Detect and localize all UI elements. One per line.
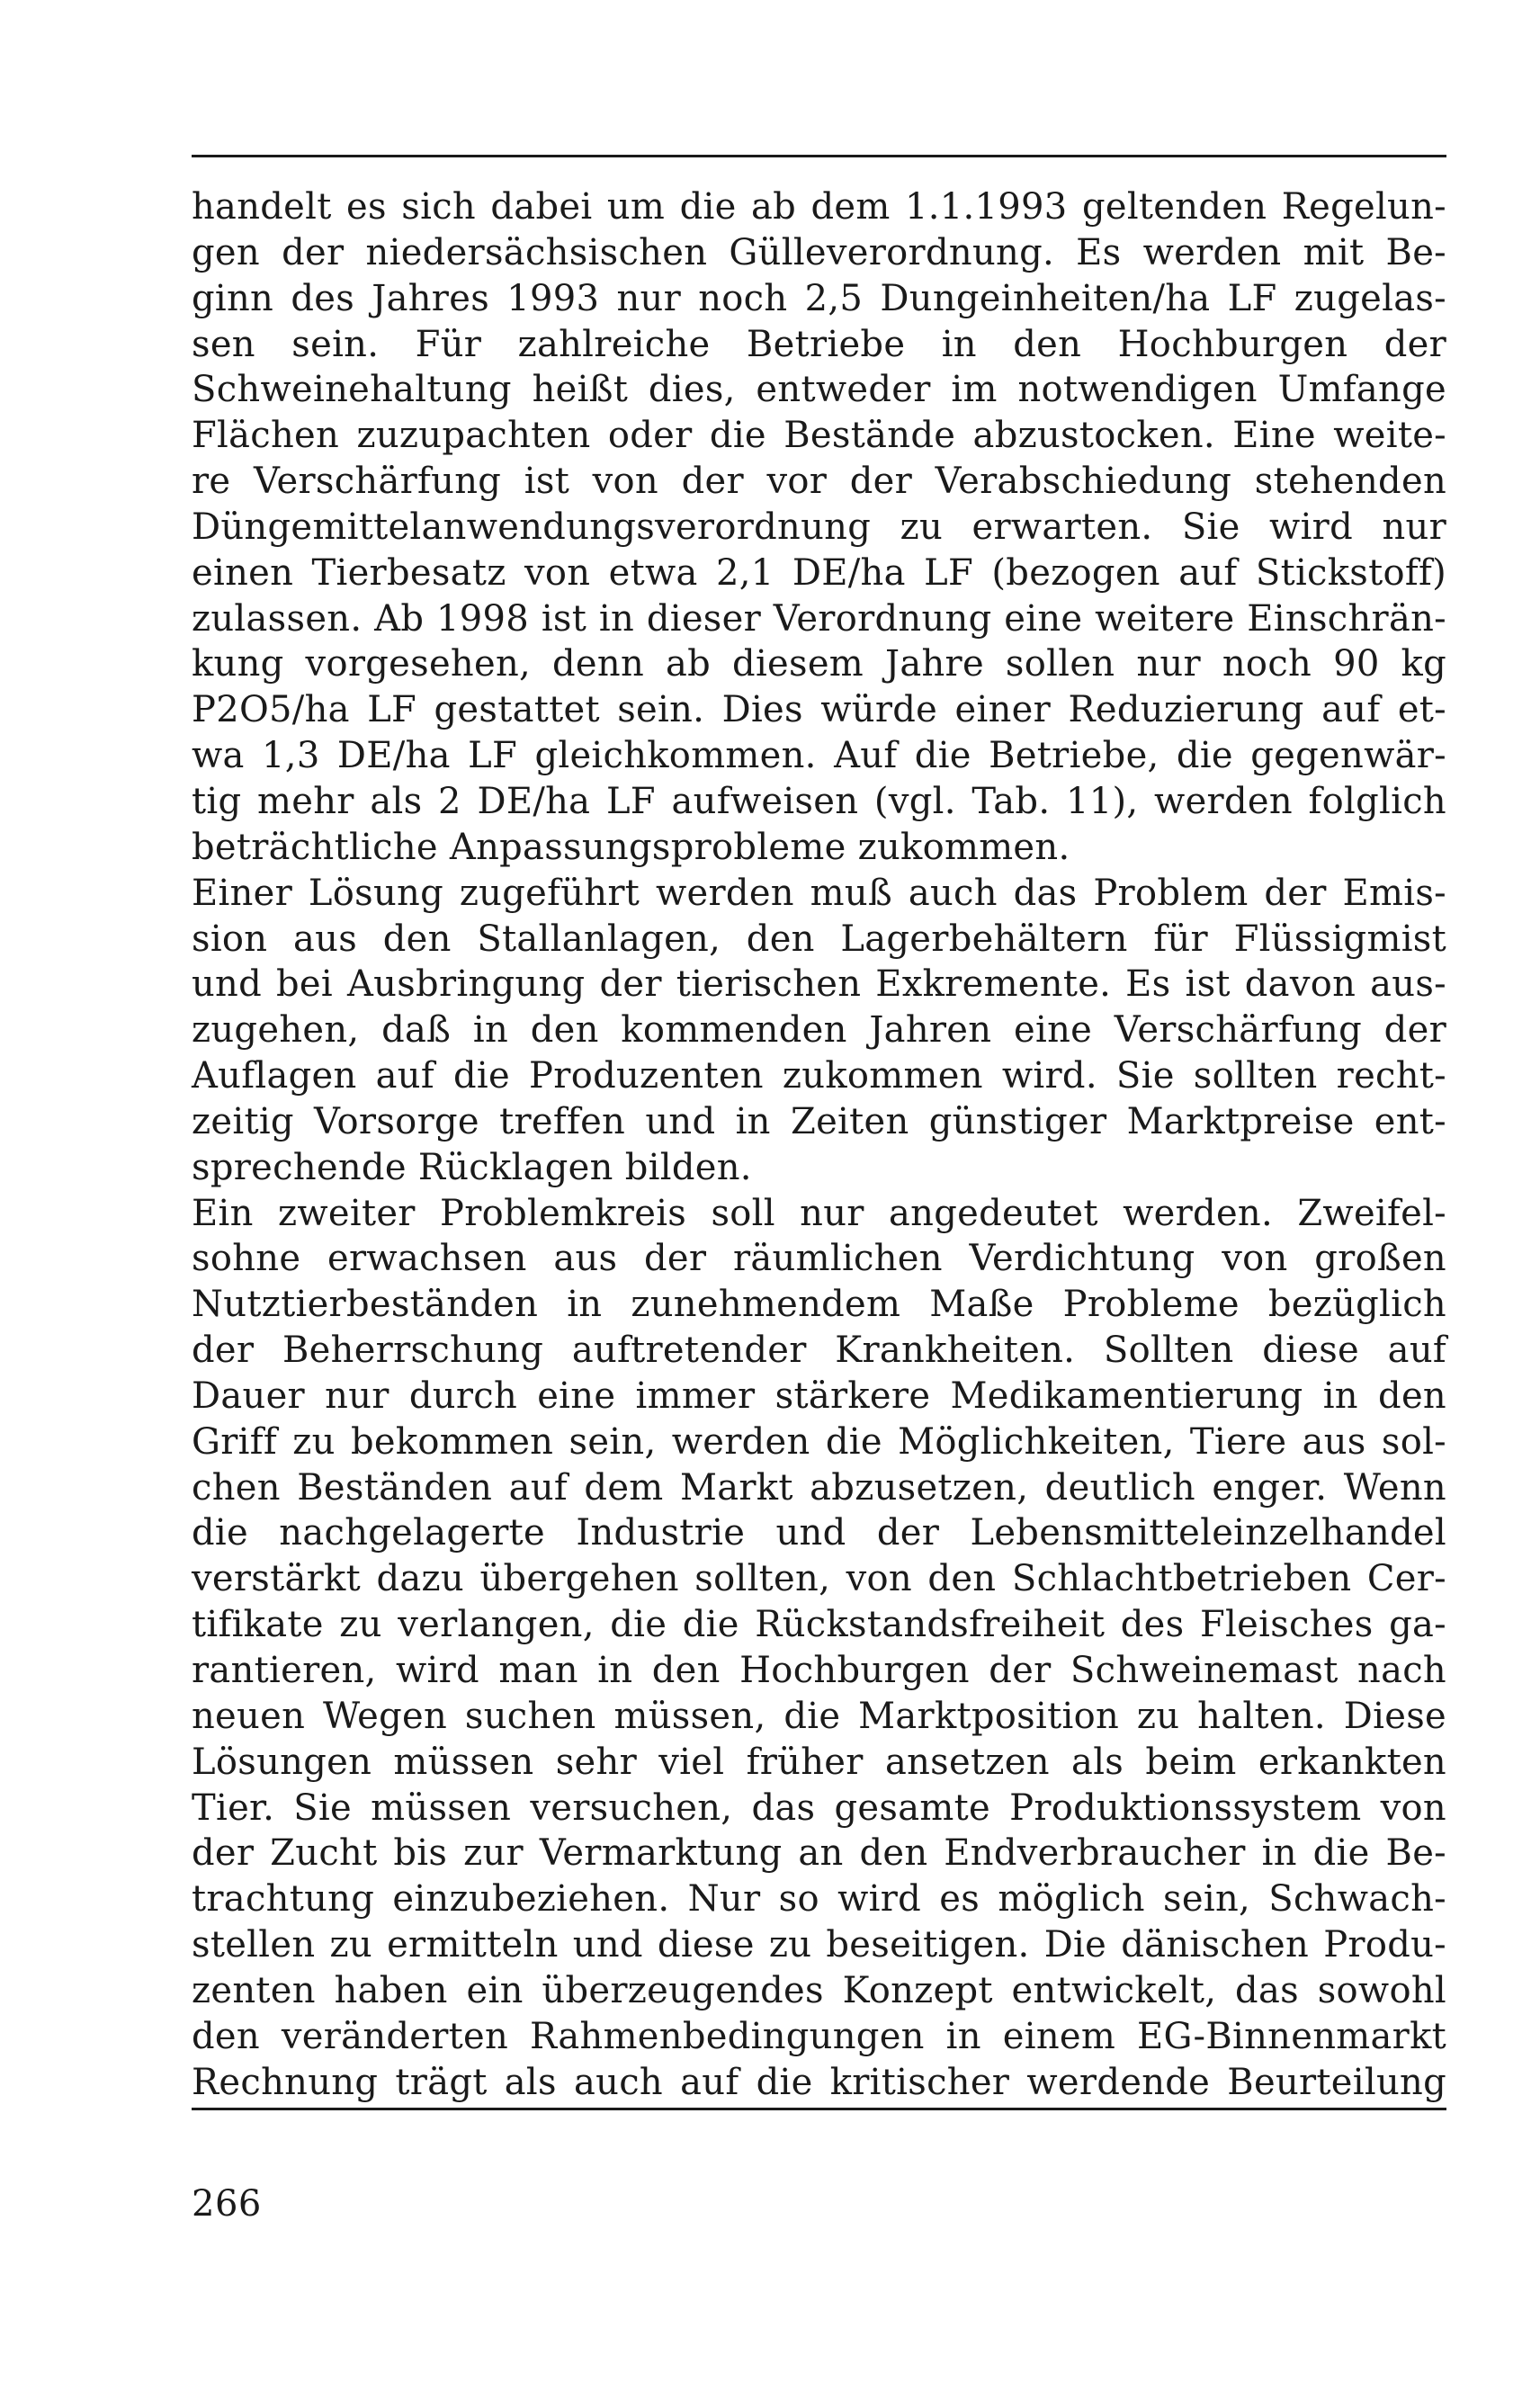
text-line: stellen zu ermitteln und diese zu beseitigen. Die dänischen Produ-	[192, 1924, 1446, 1966]
text-line: Auflagen auf die Produzenten zukommen wird. Sie sollten recht-	[192, 1055, 1446, 1097]
text-line: zulassen. Ab 1998 ist in dieser Verordnung eine weitere Einschrän-	[192, 597, 1446, 640]
text-line: Einer Lösung zugeführt werden muß auch das Problem der Emis-	[192, 872, 1446, 914]
top-rule	[192, 155, 1446, 157]
text-line: Griff zu bekommen sein, werden die Möglichkeiten, Tiere aus sol-	[192, 1420, 1446, 1463]
text-line: Ein zweiter Problemkreis soll nur angedeutet werden. Zweifel-	[192, 1192, 1446, 1234]
text-line: und bei Ausbringung der tierischen Exkremente. Es ist davon aus-	[192, 963, 1446, 1006]
text-line: zugehen, daß in den kommenden Jahren eine Verschärfung der	[192, 1009, 1446, 1052]
body-text	[192, 184, 1446, 2105]
text-line: der Beherrschung auftretender Krankheiten. Sollten diese auf	[192, 1330, 1446, 1372]
text-line: zenten haben ein überzeugendes Konzept entwickelt, das sowohl	[192, 1969, 1446, 2011]
text-line: tifikate zu verlangen, die die Rückstandsfreiheit des Fleisches ga-	[192, 1604, 1446, 1646]
text-line: trachtung einzubeziehen. Nur so wird es möglich sein, Schwach-	[192, 1878, 1446, 1921]
text-line: einen Tierbesatz von etwa 2,1 DE/ha LF (bezogen auf Stickstoff)	[192, 551, 1446, 594]
page-number: 266	[192, 2183, 262, 2225]
text-line: Tier. Sie müssen versuchen, das gesamte Produktionssystem von	[192, 1786, 1446, 1829]
text-line: neuen Wegen suchen müssen, die Marktposition zu halten. Diese	[192, 1695, 1446, 1737]
text-line: Nutztierbeständen in zunehmendem Maße Probleme bezüglich	[192, 1284, 1446, 1326]
text-line: sen sein. Für zahlreiche Betriebe in den Hochburgen der	[192, 323, 1446, 365]
text-line: tig mehr als 2 DE/ha LF aufweisen (vgl. Tab. 11), werden folglich	[192, 780, 1446, 822]
text-line: sion aus den Stallanlagen, den Lagerbehältern für Flüssigmist	[192, 918, 1446, 960]
paragraph-end-line: beträchtliche Anpassungsprobleme zukommen.	[192, 826, 1070, 868]
text-line: wa 1,3 DE/ha LF gleichkommen. Auf die Betriebe, die gegenwär-	[192, 735, 1446, 777]
text-line: chen Beständen auf dem Markt abzusetzen, deutlich enger. Wenn	[192, 1466, 1446, 1509]
text-line: kung vorgesehen, denn ab diesem Jahre sollen nur noch 90 kg	[192, 643, 1446, 685]
text-line: Dauer nur durch eine immer stärkere Medikamentierung in den	[192, 1375, 1446, 1417]
text-line: re Verschärfung ist von der vor der Verabschiedung stehenden	[192, 461, 1446, 503]
text-line: Lösungen müssen sehr viel früher ansetzen als beim erkankten	[192, 1741, 1446, 1783]
text-line: sohne erwachsen aus der räumlichen Verdichtung von großen	[192, 1238, 1446, 1280]
text-line: Rechnung trägt als auch auf die kritischer werdende Beurteilung	[192, 2061, 1446, 2103]
text-line: der Zucht bis zur Vermarktung an den Endverbraucher in die Be-	[192, 1832, 1446, 1875]
paragraph-end-line: sprechende Rücklagen bilden.	[192, 1146, 752, 1188]
text-line: Düngemittelanwendungsverordnung zu erwarten. Sie wird nur	[192, 506, 1446, 548]
text-line: zeitig Vorsorge treffen und in Zeiten günstiger Marktpreise ent-	[192, 1100, 1446, 1142]
text-line: ginn des Jahres 1993 nur noch 2,5 Dungeinheiten/ha LF zugelas-	[192, 277, 1446, 319]
bottom-rule	[192, 2108, 1446, 2110]
text-line: gen der niedersächsischen Gülleverordnung. Es werden mit Be-	[192, 231, 1446, 273]
text-line: Flächen zuzupachten oder die Bestände abzustocken. Eine weite-	[192, 415, 1446, 457]
text-line: handelt es sich dabei um die ab dem 1.1.1993 geltenden Regelun-	[192, 186, 1446, 228]
text-line: rantieren, wird man in den Hochburgen der Schweinemast nach	[192, 1650, 1446, 1691]
text-line: Schweinehaltung heißt dies, entweder im notwendigen Umfange	[192, 369, 1446, 411]
text-line: die nachgelagerte Industrie und der Lebensmitteleinzelhandel	[192, 1512, 1446, 1554]
text-line: P2O5/ha LF gestattet sein. Dies würde einer Reduzierung auf et-	[192, 689, 1446, 731]
text-line: verstärkt dazu übergehen sollten, von den Schlachtbetrieben Cer-	[192, 1558, 1446, 1600]
text-line: den veränderten Rahmenbedingungen in einem EG-Binnenmarkt	[192, 2015, 1446, 2057]
